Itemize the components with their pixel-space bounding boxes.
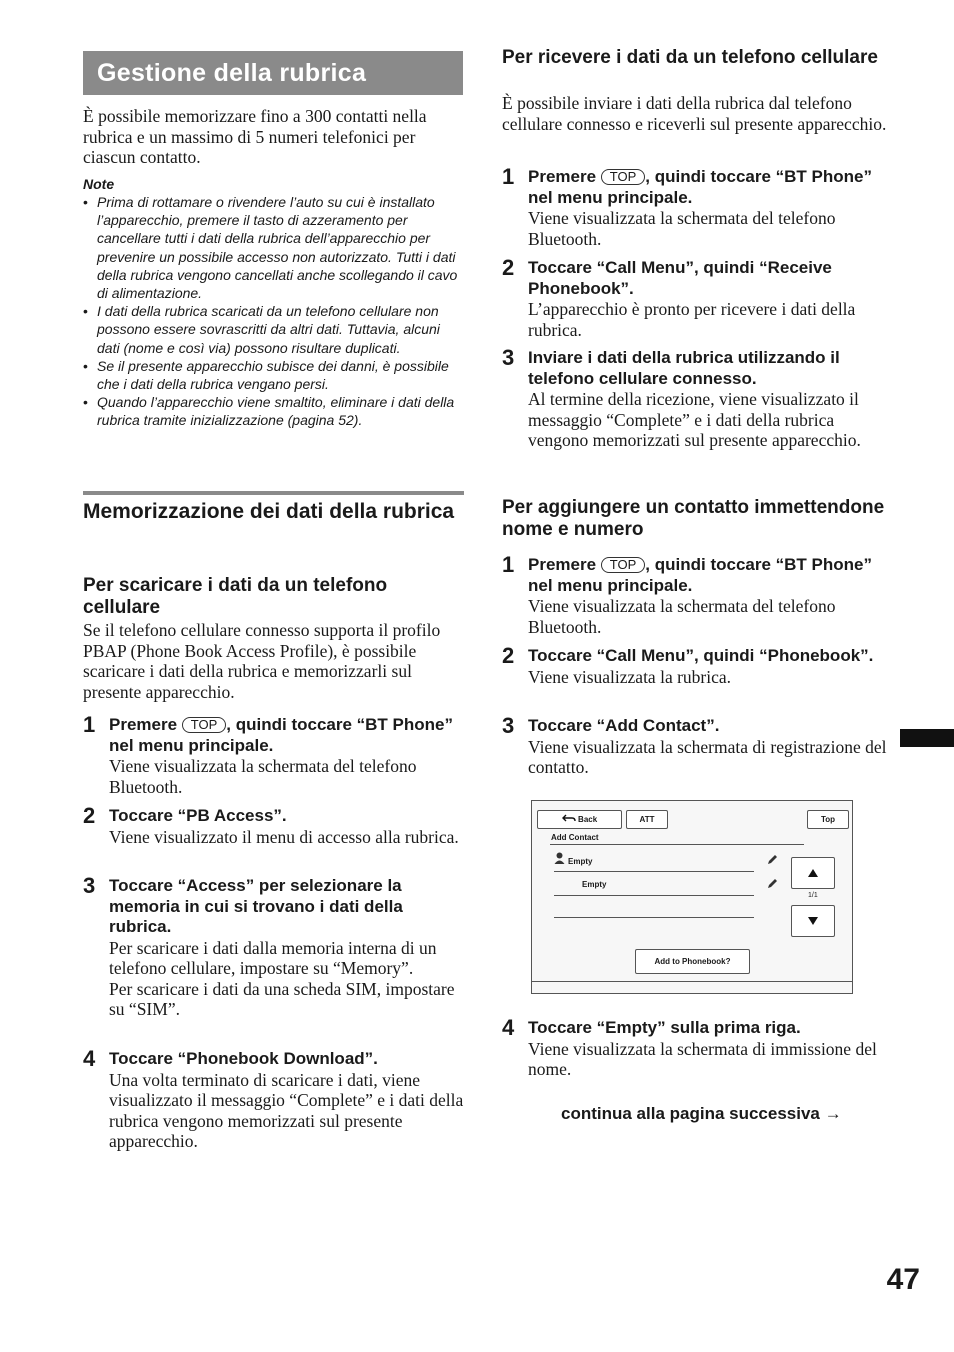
note-item: • Prima di rottamare o rivendere l’auto su cui è installato l’apparecchio, premere il tasto di azzeramento per cancellare tutti i dati della rubrica dell’apparecchio per prevenire un possibile accesso non autorizzato. Tutti i dati della rubrica vengono cancellati anche scollegando il cavo di alimentazione. <box>83 193 465 302</box>
section-heading: Memorizzazione dei dati della rubrica <box>83 500 455 523</box>
device-screen-illustration <box>531 800 853 994</box>
back-arrow-icon <box>562 814 576 823</box>
step-title: Inviare i dati della rubrica utilizzando il telefono cellulare connesso. <box>528 348 840 388</box>
person-icon <box>554 852 565 864</box>
pencil-icon[interactable] <box>767 854 778 865</box>
step-title: Premere TOP , quindi toccare “BT Phone” nel menu principale. <box>528 555 872 595</box>
step-description: Viene visualizzata la rubrica. <box>528 666 732 687</box>
step-description: Viene visualizzata la schermata del telefono Bluetooth. <box>528 596 836 637</box>
step-description: Una volta terminato di scaricare i dati, viene visualizzato il messaggio “Complete” e i dati della rubrica vengono memorizzati sul presente apparecchio. <box>109 1069 464 1152</box>
up-arrow-icon <box>807 868 819 878</box>
step-number: 2 <box>502 255 515 280</box>
back-button[interactable] <box>537 810 622 829</box>
step-number: 3 <box>502 345 515 370</box>
row-divider <box>554 871 754 872</box>
step-description: Viene visualizzata la schermata di immissione del nome. <box>528 1038 877 1080</box>
step-title: Toccare “Call Menu”, quindi “Receive Phonebook”. <box>528 258 832 298</box>
back-label: Back <box>578 815 598 824</box>
title-underline <box>550 844 804 845</box>
scroll-up-button[interactable] <box>791 857 835 889</box>
section-divider <box>83 491 464 495</box>
step-description: Viene visualizzata la schermata del telefono Bluetooth. <box>528 208 836 249</box>
step-number: 2 <box>502 643 515 668</box>
step-number: 1 <box>83 712 96 737</box>
intro-paragraph: È possibile memorizzare fino a 300 contatti nella rubrica e un massimo di 5 numeri telefonici per ciascun contatto. <box>83 106 427 168</box>
step-title: Premere TOP , quindi toccare “BT Phone” nel menu principale. <box>528 167 872 207</box>
section-tab-marker <box>900 729 954 747</box>
step-number: 3 <box>502 713 515 738</box>
pencil-icon[interactable] <box>767 878 778 889</box>
subsection-intro: Se il telefono cellulare connesso supporta il profilo PBAP (Phone Book Access Profile), è possibile scaricare i dati della rubrica e memorizzarli sul presente apparecchio. <box>83 620 441 702</box>
add-heading: Per aggiungere un contatto immettendone nome e numero <box>502 497 885 540</box>
top-button-glyph: TOP <box>182 717 227 733</box>
step-description: Viene visualizzato il menu di accesso alla rubrica. <box>109 826 459 847</box>
step-title: Toccare “Access” per selezionare la memoria in cui si trovano i dati della rubrica. <box>109 876 403 936</box>
screen-title: Add Contact <box>551 833 599 842</box>
top-button-glyph: TOP <box>601 169 646 185</box>
page-title: Gestione della rubrica <box>83 51 463 95</box>
screen-bottom-line <box>532 981 852 982</box>
step-title: Toccare “Phonebook Download”. <box>109 1049 378 1068</box>
note-item: • I dati della rubrica scaricati da un telefono cellulare non possono essere sovrascritti da altri dati. Tuttavia, alcuni dati (nome e così via) possono risultare duplicati. <box>83 302 465 357</box>
note-item: • Quando l’apparecchio viene smaltito, eliminare i dati della rubrica tramite inizializzazione (pagina 52). <box>83 393 465 429</box>
step-title: Toccare “Add Contact”. <box>528 716 720 735</box>
receive-intro: È possibile inviare i dati della rubrica dal telefono cellulare connesso e riceverli sul presente apparecchio. <box>502 93 887 134</box>
step-number: 1 <box>502 164 515 189</box>
step-title: Toccare “Call Menu”, quindi “Phonebook”. <box>528 646 874 665</box>
step-title: Toccare “PB Access”. <box>109 806 287 825</box>
step-description: Al termine della ricezione, viene visualizzato il messaggio “Complete” e i dati della rubrica vengono memorizzati sul presente apparecchio. <box>528 389 861 451</box>
subsection-heading: Per scaricare i dati da un telefono cellulare <box>83 575 388 618</box>
step-description: Per scaricare i dati dalla memoria interna di un telefono cellulare, impostare su “Memory”. <box>109 937 437 979</box>
note-block <box>83 176 465 430</box>
scroll-down-button[interactable] <box>791 905 835 937</box>
contact-name-field[interactable]: Empty <box>568 857 593 866</box>
step-description: Viene visualizzata la schermata del telefono Bluetooth. <box>109 756 417 797</box>
page-number: 47 <box>886 1263 920 1296</box>
step-number: 4 <box>502 1015 515 1040</box>
step-title: Toccare “Empty” sulla prima riga. <box>528 1018 801 1037</box>
step-number: 1 <box>502 552 515 577</box>
add-to-phonebook-button[interactable]: Add to Phonebook? <box>635 949 750 974</box>
contact-number-field[interactable]: Empty <box>582 880 607 889</box>
step-description: L’apparecchio è pronto per ricevere i dati della rubrica. <box>528 299 856 340</box>
step-number: 2 <box>83 803 96 828</box>
row-divider <box>554 917 754 918</box>
receive-heading: Per ricevere i dati da un telefono cellulare <box>502 47 878 68</box>
step-number: 4 <box>83 1046 96 1071</box>
note-list <box>83 193 465 430</box>
page-indicator: 1/1 <box>808 892 818 899</box>
step-number: 3 <box>83 873 96 898</box>
att-button[interactable]: ATT <box>626 810 668 829</box>
continue-link[interactable]: continua alla pagina successiva → <box>561 1104 842 1123</box>
top-button[interactable]: Top <box>807 810 849 829</box>
top-button-glyph: TOP <box>601 557 646 573</box>
note-item: • Se il presente apparecchio subisce dei danni, è possibile che i dati della rubrica vengano persi. <box>83 357 465 393</box>
step-description: Viene visualizzata la schermata di registrazione del contatto. <box>528 736 887 778</box>
step-description: Per scaricare i dati da una scheda SIM, impostare su “SIM”. <box>109 978 455 1020</box>
note-label: Note <box>83 176 115 192</box>
down-arrow-icon <box>807 916 819 926</box>
row-divider <box>554 895 754 896</box>
step-title: Premere TOP , quindi toccare “BT Phone” nel menu principale. <box>109 715 453 755</box>
